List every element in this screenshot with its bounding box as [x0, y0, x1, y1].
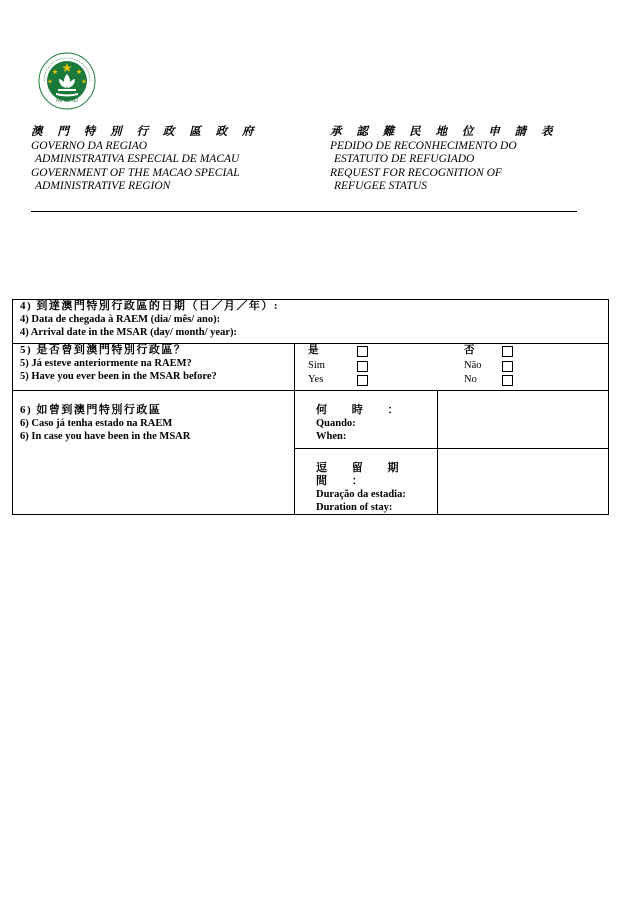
- q5-no-pt[interactable]: [464, 359, 584, 374]
- q6-duration-chinese: 逗 留 期 間 ：: [316, 462, 410, 487]
- header-right: [330, 126, 580, 194]
- header-left-line1: GOVERNO DA REGIAO: [31, 139, 148, 152]
- q5-yes-checkbox-pt[interactable]: [357, 361, 368, 372]
- q6-when-label-cell: [295, 391, 438, 449]
- q6-when-portuguese: Quando:: [316, 418, 356, 429]
- header-divider: [31, 211, 577, 212]
- header-left: [31, 126, 291, 194]
- q6-english: 6) In case you have been in the MSAR: [20, 431, 191, 442]
- q5-no-en-label: No: [464, 374, 477, 385]
- q5-no-checkbox-en[interactable]: [502, 375, 513, 386]
- q6-duration-portuguese: Duração da estadia:: [316, 489, 406, 500]
- q5-no-zh[interactable]: [464, 344, 584, 359]
- q5-yes-zh[interactable]: [308, 344, 464, 359]
- q5-no-zh-label: 否: [464, 345, 475, 356]
- q6-duration-label-cell: [295, 449, 438, 515]
- q6-duration-input[interactable]: [438, 449, 609, 515]
- q6-when-chinese: 何 時 ：: [316, 404, 410, 416]
- header-left-chinese: 澳 門 特 別 行 政 區 政 府: [31, 126, 260, 138]
- header-right-line3: REQUEST FOR RECOGNITION OF: [330, 166, 502, 179]
- q4-english: 4) Arrival date in the MSAR (day/ month/ year):: [20, 327, 237, 338]
- q5-yes-zh-label: 是: [308, 345, 319, 356]
- header-right-chinese: 承 認 難 民 地 位 申 請 表: [330, 126, 559, 138]
- q5-yes-en-label: Yes: [308, 374, 324, 385]
- q6-when-english: When:: [316, 431, 347, 442]
- header-right-line1: PEDIDO DE RECONHECIMENTO DO: [330, 139, 517, 152]
- q4-portuguese: 4) Data de chegada à RAEM (dia/ mês/ ano):: [20, 314, 221, 325]
- q5-no-checkbox-zh[interactable]: [502, 346, 513, 357]
- q5-no-pt-label: Não: [464, 359, 482, 371]
- q6-chinese: 6) 如曾到澳門特別行政區: [20, 404, 162, 416]
- q5-yes-pt[interactable]: [308, 359, 464, 374]
- header-left-line4: ADMINISTRATIVE REGION: [35, 180, 171, 192]
- q5-row: [13, 344, 609, 391]
- q4-chinese: 4) 到達澳門特別行政區的日期（日／月／年）:: [20, 300, 280, 312]
- q5-chinese: 5) 是否曾到澳門特別行政區？: [20, 344, 187, 356]
- q5-yes-checkbox-en[interactable]: [357, 375, 368, 386]
- q5-yes-checkbox-zh[interactable]: [357, 346, 368, 357]
- header-left-line3: GOVERNMENT OF THE MACAO SPECIAL: [31, 166, 240, 179]
- q6-question-cell: [13, 391, 295, 515]
- arrival-info-table: [12, 299, 609, 515]
- header-left-line2: ADMINISTRATIVA ESPECIAL DE MACAU: [35, 153, 240, 165]
- q6-portuguese: 6) Caso já tenha estado na RAEM: [20, 418, 173, 429]
- q5-yes-group: [308, 344, 464, 388]
- q5-no-en[interactable]: [464, 373, 584, 388]
- q5-yes-en[interactable]: [308, 373, 464, 388]
- emblem-caption: MACAU: [56, 98, 78, 104]
- header-right-line4: REFUGEE STATUS: [334, 180, 427, 192]
- q5-options-cell: [295, 344, 609, 391]
- q5-portuguese: 5) Já esteve anteriormente na RAEM?: [20, 358, 192, 369]
- header-right-line2: ESTATUTO DE REFUGIADO: [334, 153, 475, 165]
- q4-cell[interactable]: [13, 300, 609, 344]
- q5-yes-pt-label: Sim: [308, 359, 325, 371]
- q5-no-group: [464, 344, 584, 388]
- q6-when-input[interactable]: [438, 391, 609, 449]
- q5-english: 5) Have you ever been in the MSAR before?: [20, 371, 217, 382]
- q6-duration-english: Duration of stay:: [316, 502, 393, 513]
- q6-row-when: [13, 391, 609, 449]
- q4-row: [13, 300, 609, 344]
- q5-no-checkbox-pt[interactable]: [502, 361, 513, 372]
- q5-question-cell: [13, 344, 295, 391]
